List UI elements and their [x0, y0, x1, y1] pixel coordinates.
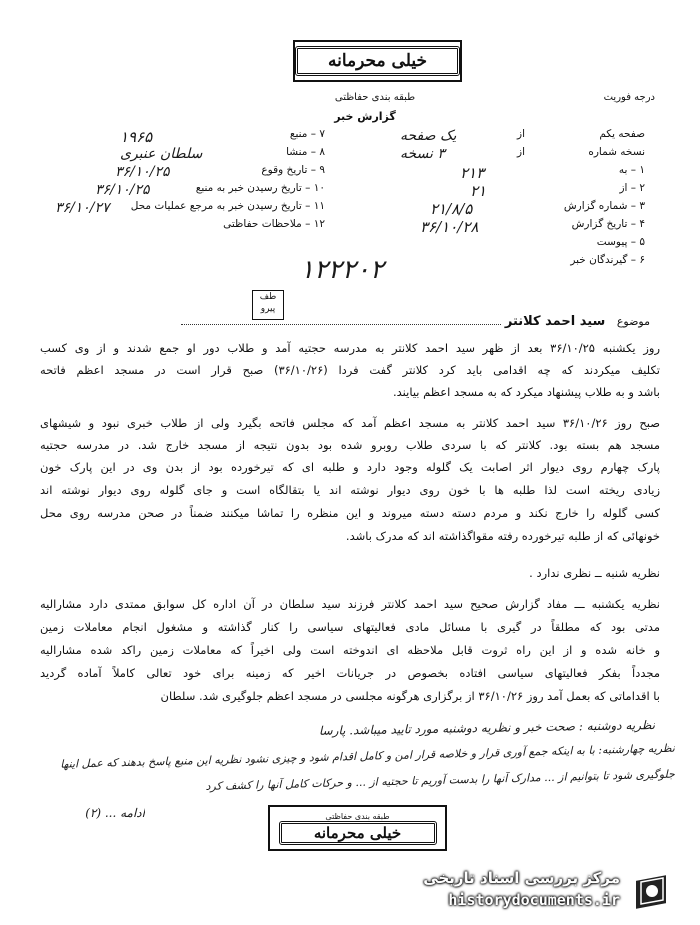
- body-paragraph-line: زیادی ریخته است لذا طلبه ها با خون روی دیوار نوشته اند یا بتقالگاه است و جای گلوله روی دیوار نوشته اند: [40, 483, 660, 497]
- opinion-saturday: نظریه شنبه ــ نظری ندارد .: [529, 566, 660, 580]
- meta-left-row: ۱۰ – تاریخ رسیدن خبر به منبع ۳۶/۱۰/۲۵: [95, 182, 325, 198]
- meta-right-row: ۴ – تاریخ گزارش ۳۶/۱۰/۲۸: [420, 218, 645, 236]
- meta-right-row: ۳ – شماره گزارش ۲۱/۸/۵: [430, 200, 645, 218]
- meta-right-block: [390, 128, 645, 268]
- handwritten-note: نظریه چهارشنبه: با به اینکه جمع آوری قرار و خلاصه قرار امن و کامل اقدام شود و چیزی نشود نظریه این منبع پاسخ بدهند که عمل اینها: [60, 741, 676, 771]
- archive-logo-icon: [627, 870, 675, 914]
- subject-underline: [181, 324, 501, 325]
- body-paragraph-line: پارک چهارم روی دیوار اثر اصابت یک گلوله وجود دارد و طلبه ای که تیرخورده بود از بدن وی در این پارک خون: [40, 460, 660, 474]
- opinion-sunday-line: مجدداً بفکر فعالیتهای سیاسی افتاده بخصوص در جریانات اخیر که زمینه برای خود تعالی کاملاً آماده گردید: [40, 666, 660, 680]
- subject-tab-sub: پیرو: [260, 304, 276, 314]
- handwritten-note: جلوگیری شود تا بتوانیم از ... مدارک آنها را بدست آوریم تا حجتیه از ... و حرکات کامل آنها را کشف کرد: [205, 767, 676, 793]
- meta-right-row: ۱ – به ۲۱۳: [460, 164, 645, 182]
- meta-left-row: ۸ – منشا سلطان عنبری: [120, 146, 325, 162]
- top-classification-stamp: [293, 40, 462, 82]
- bottom-classification-sub: طبقه بندی حفاظتی: [325, 811, 390, 821]
- handwritten-document-number: ۱۲۲۲۰۲: [300, 255, 384, 285]
- bottom-classification-text: خیلی محرمانه: [279, 821, 437, 845]
- opinion-sunday-line: با اقداماتی که بعمل آمد روز ۳۶/۱۰/۲۶ از برگزاری هرگونه مجلسی در مسجد اعظم جلوگیری شد. سلطان: [160, 689, 660, 703]
- body-paragraph-line: کسی گلوله را خارج نکند و مردم دسته دسته میروند و این منظره را تماشا میکنند ضمناً در صحن مدرسه روی محل: [40, 506, 660, 520]
- body-paragraph-line: باشد و به طلاب پیشنهاد میکرد که به مسجد اعظم بیایند.: [392, 385, 660, 399]
- meta-right-row: ۲ – از ۲۱: [470, 182, 645, 200]
- opinion-sunday-line: نظریه یکشنبه ـــ مفاد گزارش صحیح سید احمد کلانتر فرزند سید سلطان در آن اداره کل سوابق ممتدی دارد مشارالیه: [40, 597, 660, 611]
- body-paragraph-line: خونهائی که از طلبه تیرخورده رفته مقواگذاشته اند که مدرک باشد.: [345, 529, 660, 543]
- archive-site: historydocuments.ir: [448, 891, 620, 909]
- meta-left-row: ۷ – منبع ۱۹۶۵: [120, 128, 325, 146]
- meta-left-block: [55, 128, 325, 238]
- meta-left-row: ۱۱ – تاریخ رسیدن خبر به مرجع عملیات محل ۳۶/۱۰/۲۷: [55, 200, 325, 216]
- body-paragraph-line: مسجد هم بسته بود. کلانتر که با سردی طلاب روبرو شده بود بدون نتیجه از مسجد خارج شد. در مدرسه حجتیه: [40, 438, 660, 452]
- classification-sub-label: طبقه بندی حفاظتی: [334, 92, 416, 103]
- subject-line: [70, 314, 650, 329]
- meta-right-row: ۵ – پیوست: [596, 236, 645, 248]
- handwritten-note: نظریه دوشنبه : صحت خبر و نظریه دوشنبه مورد تایید میباشد. پارسا: [318, 717, 656, 738]
- subject-tab-label: طف: [259, 292, 277, 302]
- meta-left-row: ۹ – تاریخ وقوع ۳۶/۱۰/۲۵: [115, 164, 325, 180]
- body-paragraph-line: صبح روز ۳۶/۱۰/۲۶ سید احمد کلانتر به مسجد اعظم آمد که مجلس فاتحه بگیرد ولی از طلاب خبری نبود و شیشهای: [40, 416, 660, 430]
- body-paragraph-line: تکلیف میکردند که چه اقدامی باید کرد کلانتر گفت فردا (۳۶/۱۰/۲۶) صبح قرار است در مسجد اعظم فاتحه: [40, 363, 660, 377]
- bottom-classification-stamp: [268, 805, 447, 851]
- opinion-sunday-line: و خانه شده و از این راه ثروت قابل ملاحظه ای اندوخته است ولی اخیراً که معاملات زمین راکد شده مشارالیه: [40, 643, 660, 657]
- urgency-label: درجه فوریت: [603, 92, 655, 103]
- archive-org-name: مرکز بررسی اسناد تاریخی: [423, 869, 620, 887]
- meta-left-row: ۱۲ – ملاحظات حفاظتی: [223, 218, 325, 230]
- opinion-sunday-line: مدتی بود که مطلقاً در گیری با مسائل مادی فعالیتهای سیاسی را کنار گذاشته و مشغول انجام معاملات زمین: [40, 620, 660, 634]
- archive-watermark: [410, 867, 680, 917]
- meta-right-row: ۶ – گیرندگان خبر: [570, 254, 645, 266]
- top-classification-text: خیلی محرمانه: [295, 46, 460, 76]
- meta-right-row: نسخه شماره از ۳ نسخه: [400, 146, 645, 162]
- report-type: گزارش خبر: [334, 110, 396, 123]
- handwritten-note: ادامه ... (۲): [85, 806, 145, 820]
- meta-right-row: صفحه یکم از یک صفحه: [400, 128, 645, 144]
- body-paragraph-line: روز یکشنبه ۳۶/۱۰/۲۵ بعد از ظهر سید احمد کلانتر به مدرسه حجتیه آمد و طلاب دور او جمع شدند و از وی کسب: [40, 341, 660, 355]
- subject-label: موضوع: [616, 315, 650, 328]
- subject-value: سید احمد کلانتر: [504, 314, 606, 329]
